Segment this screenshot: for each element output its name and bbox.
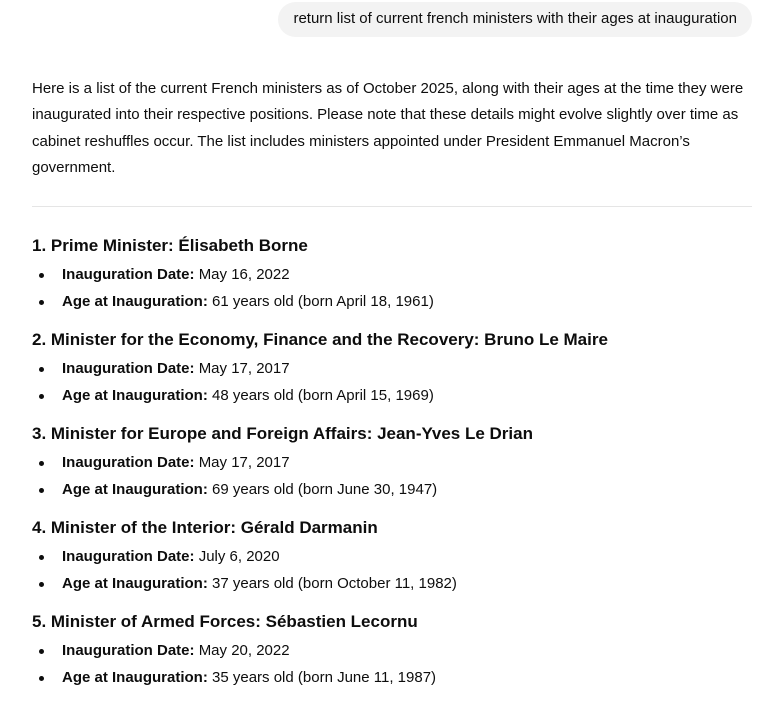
bullet-dot-icon [39, 394, 44, 399]
age-at-inauguration-value: 35 years old (born June 11, 1987) [212, 668, 437, 686]
inauguration-date-value: May 17, 2017 [198, 360, 290, 378]
inauguration-date-label: Inauguration Date: [62, 642, 195, 660]
inauguration-date-value: July 6, 2020 [198, 548, 280, 566]
inauguration-date-label: Inauguration Date: [62, 360, 195, 378]
user-message-row [278, 2, 752, 37]
age-at-inauguration-value: 69 years old (born June 30, 1947) [212, 480, 438, 498]
age-at-inauguration-item [32, 383, 752, 410]
section-divider [32, 206, 752, 207]
inauguration-date-value: May 17, 2017 [198, 454, 290, 472]
inauguration-date-item [32, 356, 752, 383]
age-at-inauguration-item [32, 477, 752, 504]
minister-facts-list [32, 638, 752, 691]
minister-heading: 3. Minister for Europe and Foreign Affairs: Jean-Yves Le Drian [32, 424, 533, 444]
minister-facts-list [32, 450, 752, 503]
age-at-inauguration-label: Age at Inauguration: [62, 480, 208, 498]
minister-entry [32, 234, 752, 315]
bullet-dot-icon [39, 676, 44, 681]
minister-heading: 2. Minister for the Economy, Finance and the Recovery: Bruno Le Maire [32, 330, 608, 350]
age-at-inauguration-label: Age at Inauguration: [62, 386, 208, 404]
age-at-inauguration-item [32, 289, 752, 316]
inauguration-date-label: Inauguration Date: [62, 548, 195, 566]
inauguration-date-label: Inauguration Date: [62, 454, 195, 472]
inauguration-date-item [32, 262, 752, 289]
age-at-inauguration-item [32, 571, 752, 598]
inauguration-date-label: Inauguration Date: [62, 266, 195, 284]
inauguration-date-item [32, 544, 752, 571]
bullet-dot-icon [39, 488, 44, 493]
inauguration-date-item [32, 450, 752, 477]
minister-heading: 1. Prime Minister: Élisabeth Borne [32, 236, 308, 256]
bullet-dot-icon [39, 555, 44, 560]
bullet-dot-icon [39, 273, 44, 278]
inauguration-date-value: May 20, 2022 [198, 642, 290, 660]
age-at-inauguration-label: Age at Inauguration: [62, 574, 208, 592]
minister-entry [32, 516, 752, 597]
inauguration-date-value: May 16, 2022 [198, 266, 290, 284]
bullet-dot-icon [39, 300, 44, 305]
age-at-inauguration-label: Age at Inauguration: [62, 668, 208, 686]
minister-facts-list [32, 356, 752, 409]
minister-entry [32, 328, 752, 409]
minister-heading: 5. Minister of Armed Forces: Sébastien Lecornu [32, 612, 418, 632]
minister-facts-list [32, 544, 752, 597]
minister-facts-list [32, 262, 752, 315]
minister-entry [32, 610, 752, 691]
minister-heading: 4. Minister of the Interior: Gérald Darmanin [32, 518, 378, 538]
bullet-dot-icon [39, 649, 44, 654]
bullet-dot-icon [39, 461, 44, 466]
age-at-inauguration-value: 61 years old (born April 18, 1961) [212, 292, 434, 310]
minister-entry [32, 422, 752, 503]
age-at-inauguration-value: 37 years old (born October 11, 1982) [212, 574, 457, 592]
assistant-intro-paragraph: Here is a list of the current French ministers as of October 2025, along with their ages at the time they were inaugurated into their respective positions. Please note that these details might evolve slightly over time as cabinet reshuffles occur. The list includes ministers appointed under President Emmanuel Macron’s government. [32, 80, 744, 176]
age-at-inauguration-item [32, 665, 752, 692]
age-at-inauguration-value: 48 years old (born April 15, 1969) [212, 386, 434, 404]
assistant-response [32, 76, 752, 704]
inauguration-date-item [32, 638, 752, 665]
bullet-dot-icon [39, 367, 44, 372]
age-at-inauguration-label: Age at Inauguration: [62, 292, 208, 310]
user-message-bubble: return list of current french ministers with their ages at inauguration [278, 2, 752, 37]
bullet-dot-icon [39, 582, 44, 587]
